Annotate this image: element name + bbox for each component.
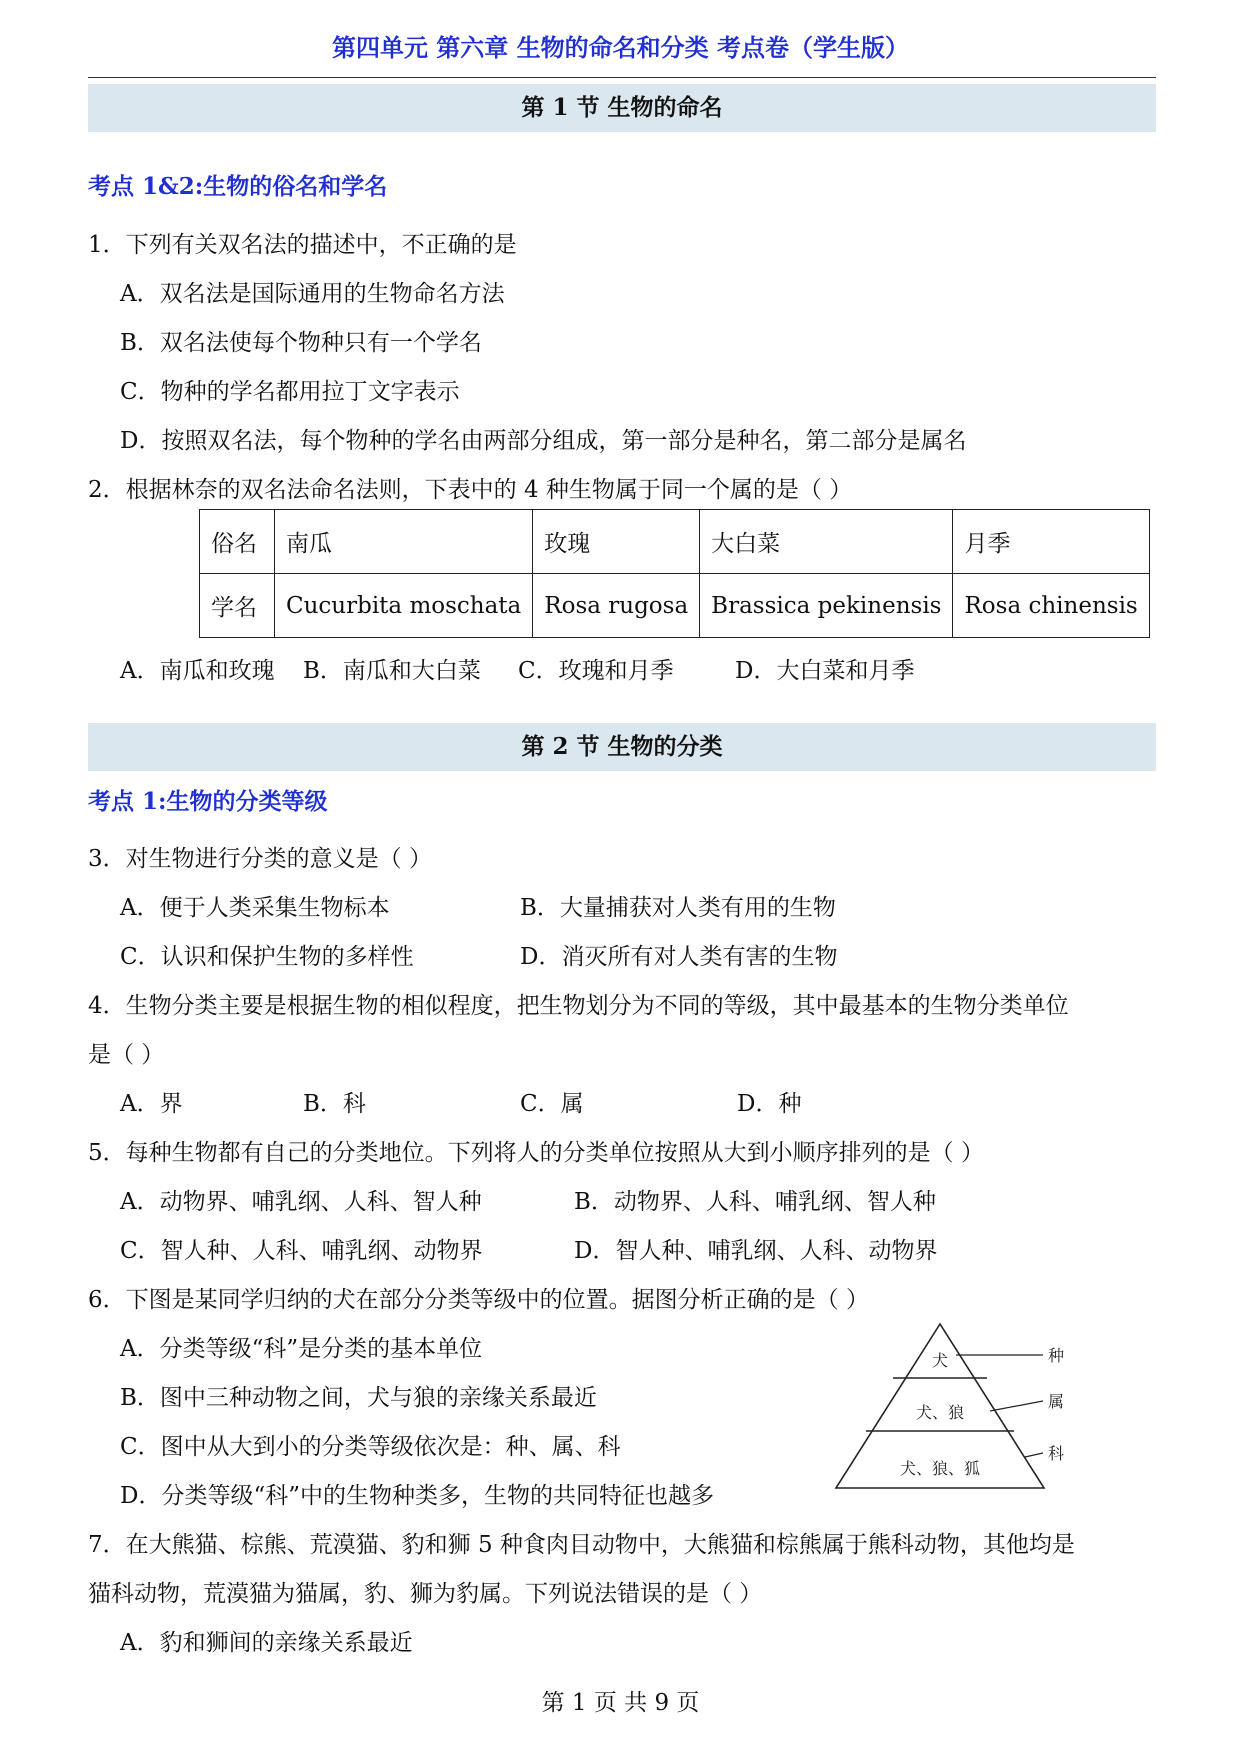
question-5-option-a: A．动物界、哺乳纲、人科、智人种	[120, 1189, 482, 1215]
table-cell: Cucurbita moschata	[275, 574, 533, 638]
table-cell: 南瓜	[275, 510, 533, 574]
section-1-title: 第 1 节 生物的命名	[521, 94, 723, 121]
question-6-option-d: D．分类等级“科”中的生物种类多，生物的共同特征也越多	[120, 1483, 714, 1509]
question-6-stem: 6．下图是某同学归纳的犬在部分分类等级中的位置。据图分析正确的是（ ）	[88, 1287, 869, 1313]
question-5-option-c: C．智人种、人科、哺乳纲、动物界	[120, 1238, 483, 1264]
table-cell: Rosa rugosa	[533, 574, 700, 638]
pyramid-level-species-label: 犬	[931, 1351, 949, 1370]
taxonomy-pyramid-figure	[830, 1320, 1100, 1495]
rank-label-family: 科	[1048, 1444, 1065, 1463]
title-rule	[88, 77, 1156, 78]
kaodian-2: 考点 1:生物的分类等级	[88, 788, 328, 815]
question-7-option-a: A．豹和狮间的亲缘关系最近	[120, 1630, 413, 1656]
table-cell: 大白菜	[700, 510, 953, 574]
question-3-stem: 3．对生物进行分类的意义是（ ）	[88, 846, 432, 872]
table-cell: 俗名	[200, 510, 275, 574]
question-3-option-a: A．便于人类采集生物标本	[120, 895, 390, 921]
question-5-option-d: D．智人种、哺乳纲、人科、动物界	[574, 1238, 938, 1264]
species-name-table	[199, 509, 1150, 638]
question-3-option-c: C．认识和保护生物的多样性	[120, 944, 414, 970]
section-2-title: 第 2 节 生物的分类	[521, 733, 723, 760]
question-4-option-c: C．属	[520, 1091, 584, 1117]
pyramid-level-family-label: 犬、狼、狐	[899, 1459, 981, 1478]
question-4-stem-line2: 是（ ）	[88, 1042, 165, 1068]
question-5-option-b: B．动物界、人科、哺乳纲、智人种	[574, 1189, 936, 1215]
section-2-header	[88, 723, 1156, 771]
pointer-line-family	[1025, 1453, 1043, 1457]
question-1-option-a: A．双名法是国际通用的生物命名方法	[120, 281, 505, 307]
question-1-option-b: B．双名法使每个物种只有一个学名	[120, 330, 482, 356]
question-4-option-a: A．界	[120, 1091, 183, 1117]
section-1-header	[88, 84, 1156, 132]
table-cell: 月季	[953, 510, 1149, 574]
question-2-stem: 2．根据林奈的双名法命名法则，下表中的 4 种生物属于同一个属的是（ ）	[88, 477, 853, 503]
table-cell: 学名	[200, 574, 275, 638]
question-2-option-a: A．南瓜和玫瑰	[120, 658, 275, 684]
rank-label-species: 种	[1048, 1346, 1065, 1365]
kaodian-1: 考点 1&2:生物的俗名和学名	[88, 173, 388, 200]
question-4-option-d: D．种	[737, 1091, 802, 1117]
question-1-option-d: D．按照双名法，每个物种的学名由两部分组成，第一部分是种名，第二部分是属名	[120, 428, 967, 454]
table-cell: Rosa chinensis	[953, 574, 1149, 638]
rank-label-genus: 属	[1048, 1392, 1065, 1411]
question-2-option-b: B．南瓜和大白菜	[303, 658, 481, 684]
question-2-option-c: C．玫瑰和月季	[518, 658, 674, 684]
pyramid-level-genus-label: 犬、狼	[915, 1403, 965, 1422]
question-6-option-a: A．分类等级“科”是分类的基本单位	[120, 1336, 483, 1362]
question-6-option-b: B．图中三种动物之间，犬与狼的亲缘关系最近	[120, 1385, 597, 1411]
page-footer: 第 1 页 共 9 页	[541, 1690, 700, 1716]
question-3-option-b: B．大量捕获对人类有用的生物	[520, 895, 836, 921]
question-4-stem-line1: 4．生物分类主要是根据生物的相似程度，把生物划分为不同的等级，其中最基本的生物分类单位	[88, 993, 1069, 1019]
question-3-option-d: D．消灭所有对人类有害的生物	[520, 944, 838, 970]
question-7-stem-line1: 7．在大熊猫、棕熊、荒漠猫、豹和狮 5 种食肉目动物中，大熊猫和棕熊属于熊科动物，其他均是	[88, 1532, 1075, 1558]
question-7-stem-line2: 猫科动物，荒漠猫为猫属，豹、狮为豹属。下列说法错误的是（ ）	[88, 1581, 763, 1607]
page-title: 第四单元 第六章 生物的命名和分类 考点卷（学生版）	[331, 33, 910, 62]
question-4-option-b: B．科	[303, 1091, 366, 1117]
pointer-line-genus	[990, 1401, 1043, 1411]
table-cell: Brassica pekinensis	[700, 574, 953, 638]
question-6-option-c: C．图中从大到小的分类等级依次是：种、属、科	[120, 1434, 621, 1460]
question-5-stem: 5．每种生物都有自己的分类地位。下列将人的分类单位按照从大到小顺序排列的是（ ）	[88, 1140, 984, 1166]
question-2-option-d: D．大白菜和月季	[735, 658, 915, 684]
question-1-option-c: C．物种的学名都用拉丁文字表示	[120, 379, 460, 405]
table-row-scientific-names	[200, 574, 1150, 638]
question-1-stem: 1．下列有关双名法的描述中，不正确的是	[88, 232, 517, 258]
table-cell: 玫瑰	[533, 510, 700, 574]
table-row-common-names	[200, 510, 1150, 574]
